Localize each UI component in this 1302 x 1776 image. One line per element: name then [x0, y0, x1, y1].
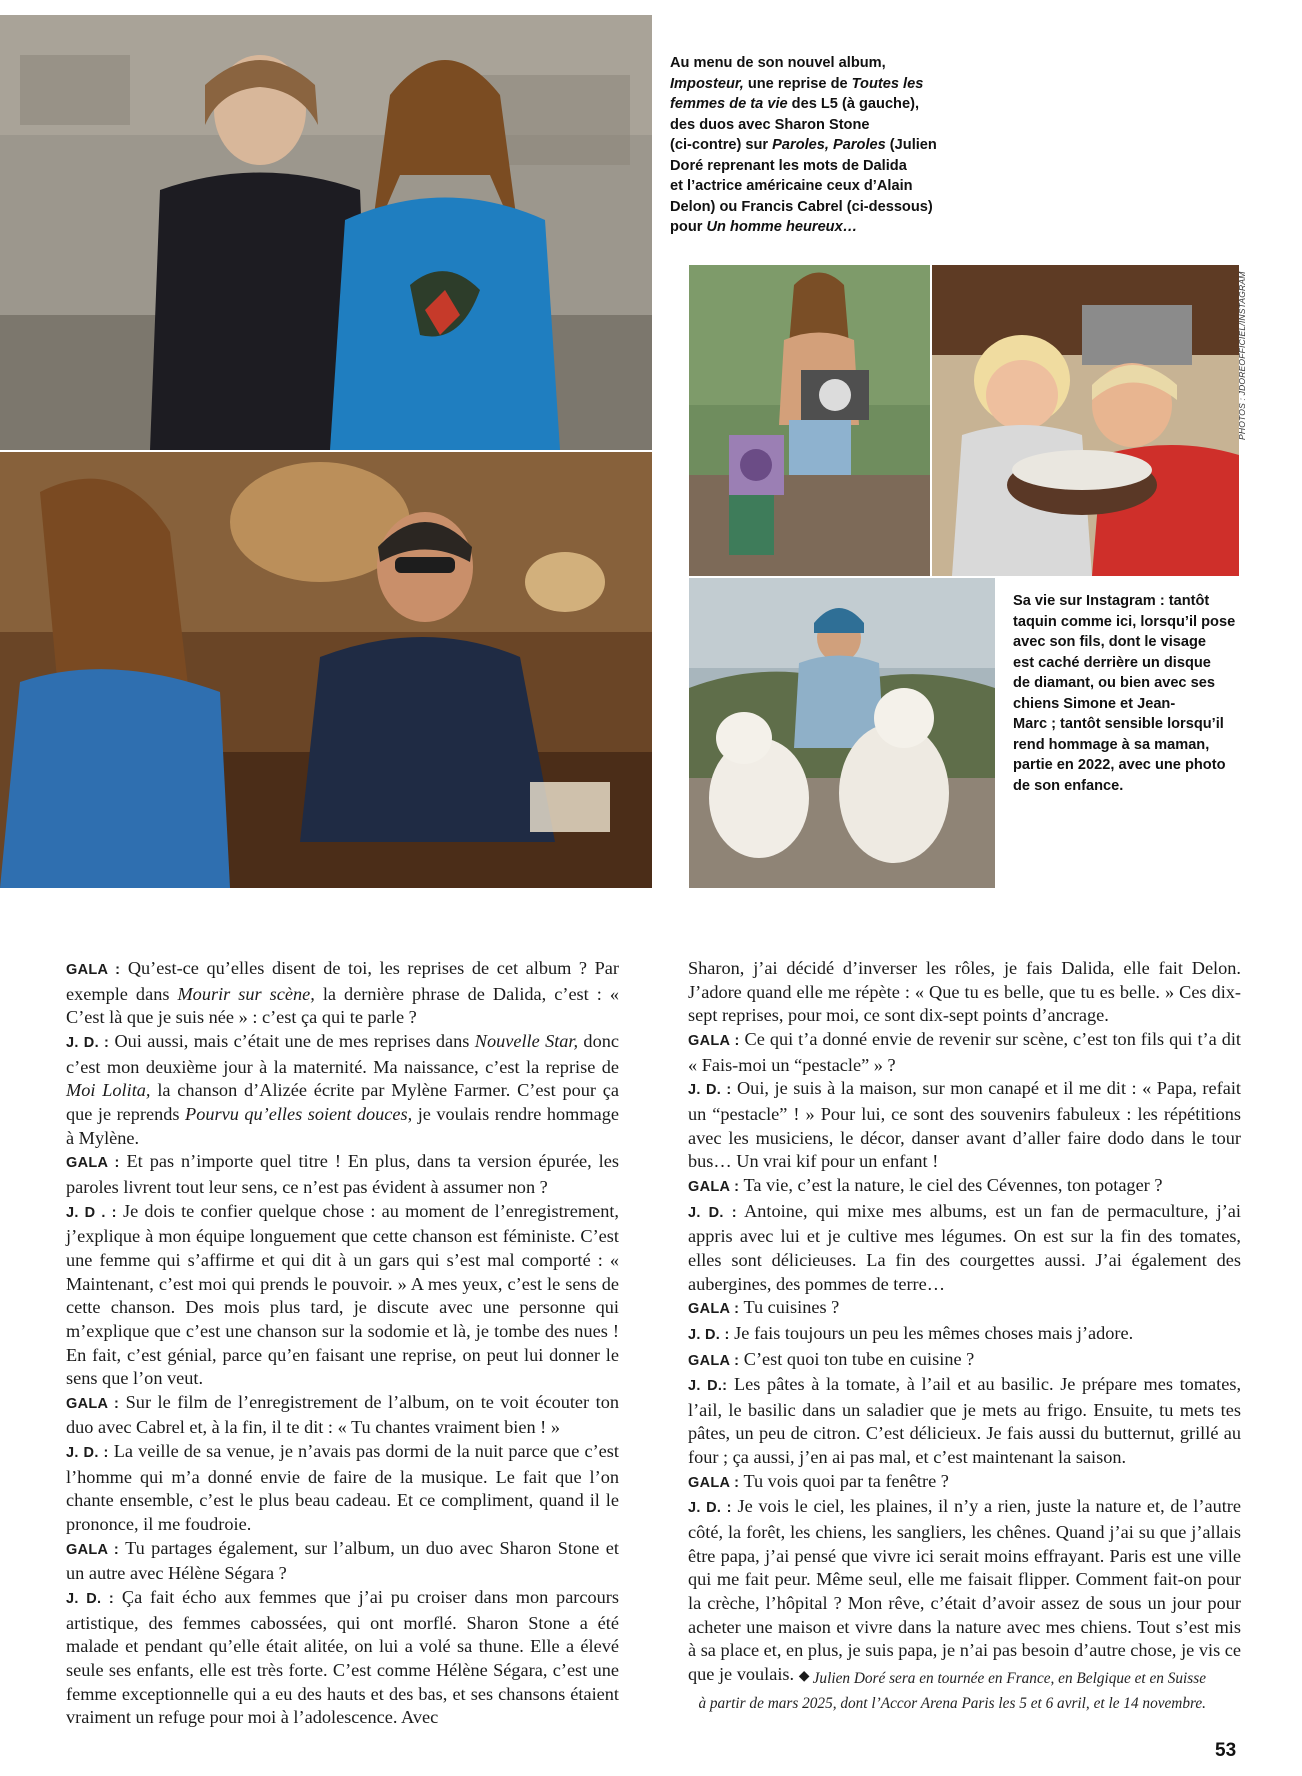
question — [688, 1174, 1241, 1200]
photo-son-illustration — [689, 265, 930, 576]
text: Je vois le ciel, les plaines, il n’y a rien, juste la nature et, de l’autre côté, la forêt, les chiens, les sangliers, les chênes. Quand j’ai su que j’allais être papa, j’ai pensé que vivre ici serait moins effrayant. Paris est une ville qui me fait peur. Même seul, elle me faisait flipper. Comment fait-on pour la crèche, l’hôpital ? Mon rêve, c’était d’avoir assez de sous un jour pour acheter une maison et vivre dans la nature avec mes chiens. Tout s’est mis à sa place et, en plus, je suis papa, je n’ai pas besoin d’autre chose, je vis ce que je voulais. — [688, 1496, 1241, 1685]
caption-line: Sa vie sur Instagram : tantôt — [1013, 593, 1210, 609]
answer-continued — [688, 957, 1241, 1028]
text: Sur le film de l’enregistrement de l’album, on te voit écouter ton duo avec Cabrel et, à la fin, il te dit : « Tu chantes vraiment bien ! » — [66, 1391, 620, 1438]
instagram-caption — [1013, 591, 1239, 796]
caption-text: une reprise de — [743, 75, 852, 92]
song-title: Mourir sur scène, — [177, 983, 315, 1004]
caption-line — [670, 74, 970, 95]
song-title: femmes de ta vie — [670, 96, 788, 112]
caption-line — [670, 94, 970, 115]
speaker-gala: GALA : — [66, 1395, 120, 1412]
text: Tu vois quoi par ta fenêtre ? — [739, 1470, 949, 1491]
text: Les pâtes à la tomate, à l’ail et au basilic. Je prépare mes tomates, l’ail, le basilic dans un saladier que je mets au frigo. Ensuite, tu mets tes pâtes, un peu de citron. C’est délicieux. Je fais aussi du butternut, grillé au four ; ça aussi, j’en ai pas mal, et c’est maintenant la saison. — [688, 1374, 1242, 1468]
text: donc c’est mon deuxième jour à la maternité. Ma naissance, c’est la reprise de — [66, 1030, 619, 1077]
text: C’est quoi ton tube en cuisine ? — [739, 1348, 975, 1369]
speaker-gala: GALA : — [688, 1032, 740, 1049]
question — [688, 1296, 1241, 1322]
caption-line: taquin comme ici, lorsqu’il pose — [1013, 613, 1236, 630]
text: je voulais rendre hommage à Mylène. — [66, 1103, 619, 1148]
text: la chanson d’Alizée écrite par Mylène Farmer. C’est pour ça que je reprends — [66, 1080, 620, 1124]
end-of-article-icon: ◆ — [798, 1669, 810, 1685]
question — [66, 957, 619, 1030]
photo-credit: PHOTOS : JDOREOFFICIEL/INSTAGRAM — [1237, 271, 1247, 440]
photo-julien-dore-with-l5 — [0, 15, 652, 450]
song-title: Moi Lolita, — [66, 1080, 151, 1101]
song-title: Un homme heureux… — [706, 219, 858, 235]
song-title: Paroles, Paroles — [772, 137, 886, 153]
answer — [688, 1495, 1241, 1688]
song-title: Toutes les — [851, 75, 924, 92]
caption-text: (Julien — [885, 137, 937, 153]
speaker-jd: J. D . : — [66, 1204, 117, 1221]
caption-line: des duos avec Sharon Stone — [670, 116, 870, 133]
speaker-jd: J. D. : — [66, 1591, 115, 1608]
caption-line: partie en 2022, avec une photo — [1013, 757, 1226, 773]
speaker-gala: GALA : — [688, 1352, 740, 1369]
caption-line: Delon) ou Francis Cabrel (ci-dessous) — [670, 198, 933, 215]
photo-dogs-illustration — [689, 578, 995, 888]
answer — [688, 1322, 1241, 1348]
photo-instagram-son-diamond-disc — [689, 265, 930, 576]
photo-instagram-childhood-with-mother — [932, 265, 1239, 576]
question — [688, 1028, 1241, 1077]
speaker-jd: J. D. : — [66, 1445, 109, 1462]
speaker-jd: J. D. : — [688, 1500, 732, 1517]
text: La veille de sa venue, je n’avais pas dormi de la nuit parce que c’est l’homme qui m’a donné envie de faire de la musique. Le fait que l’on chante ensemble, c’est le plus beau cadeau. Et ce compliment, quand il le prononce, il me foudroie. — [66, 1441, 619, 1535]
speaker-gala: GALA : — [66, 1155, 120, 1172]
answer — [66, 1030, 619, 1150]
text: Ça fait écho aux femmes que j’ai pu croiser dans mon parcours artistique, des femmes cabossées, qui ont morflé. Sharon Stone a été malade et pendant qu’elle était alitée, on lui a volé sa thune. Elle a élevé seule ses enfants, elle est très forte. C’est comme Hélène Ségara, c’est une femme exceptionnelle qui a eu des hauts et des bas, et ses chansons étaient vraiment un refuge pour moi à l’adolescence. Avec — [66, 1587, 619, 1728]
question — [66, 1537, 619, 1586]
question — [66, 1391, 619, 1440]
song-title: Pourvu qu’elles soient douces, — [185, 1103, 413, 1124]
answer — [66, 1200, 619, 1391]
caption-line: rend hommage à sa maman, — [1013, 736, 1210, 753]
page-number: 53 — [1215, 1740, 1237, 1761]
tour-footnote-line-1: Julien Doré sera en tournée en France, en Belgique et en Suisse — [812, 1670, 1206, 1687]
text: Sharon, j’ai décidé d’inverser les rôles, je fais Dalida, elle fait Delon. J’adore quand elle me répète : « Que tu es belle, que tu es belle. » Ces dix-sept reprises, pour moi, ce sont dix-sept points d’ancrage. — [688, 958, 1241, 1026]
caption-line: de son enfance. — [1013, 777, 1124, 794]
answer — [688, 1200, 1241, 1297]
speaker-jd: J. D. : — [688, 1082, 732, 1099]
caption-line: Au menu de son nouvel album, — [670, 55, 886, 71]
caption-line — [670, 135, 970, 156]
speaker-gala: GALA : — [66, 962, 121, 978]
caption-line: de diamant, ou bien avec ses — [1013, 675, 1215, 691]
text: Oui, je suis à la maison, sur mon canapé et il me dit : « Papa, refait un “pestacle” ! » Pour lui, ce sont des souvenirs fabuleux : les répétitions avec les musiciens, le décor, danser avant d’aller faire dodo dans le tour bus… Un vrai kif pour un enfant ! — [688, 1078, 1241, 1172]
photo-cabrel-illustration — [0, 452, 652, 888]
speaker-gala: GALA : — [688, 1301, 740, 1318]
photo-childhood-illustration — [932, 265, 1239, 576]
text: Ce qui t’a donné envie de revenir sur scène, c’est ton fils qui t’a dit « Fais-moi un “pestacle” » ? — [688, 1028, 1241, 1075]
text: Tu cuisines ? — [739, 1297, 840, 1318]
caption-line: est caché derrière un disque — [1013, 654, 1211, 671]
text: Qu’est-ce qu’elles disent de toi, les reprises de cet album ? Par exemple dans — [66, 958, 619, 1004]
text: la dernière phrase de Dalida, c’est : « C’est là que je suis née » : c’est ça qui te parle ? — [66, 983, 619, 1028]
speaker-jd: J. D.: — [688, 1378, 728, 1395]
photo-l5-illustration — [0, 15, 652, 450]
album-title: Imposteur, — [670, 75, 744, 92]
caption-line: chiens Simone et Jean- — [1013, 695, 1176, 712]
speaker-jd: J. D. : — [66, 1034, 110, 1051]
show-title: Nouvelle Star, — [474, 1030, 579, 1051]
speaker-gala: GALA : — [66, 1541, 120, 1558]
photo-instagram-dogs-simone-jean-marc — [689, 578, 995, 888]
question — [66, 1150, 619, 1199]
answer — [66, 1440, 619, 1537]
text: Je fais toujours un peu les mêmes choses mais j’adore. — [729, 1322, 1134, 1343]
caption-line — [670, 217, 970, 238]
speaker-gala: GALA : — [688, 1178, 740, 1195]
caption-text: des L5 (à gauche), — [787, 96, 920, 112]
answer — [688, 1077, 1241, 1174]
text: Et pas n’importe quel titre ! En plus, dans ta version épurée, les paroles livrent tout leur sens, ce n’est pas évident à assumer non ? — [66, 1151, 619, 1197]
caption-line: et l’actrice américaine ceux d’Alain — [670, 178, 913, 194]
text: Ta vie, c’est la nature, le ciel des Cévennes, ton potager ? — [739, 1174, 1163, 1195]
caption-text: pour — [670, 219, 707, 235]
album-caption — [670, 53, 970, 238]
text: Antoine, qui mixe mes albums, est un fan de permaculture, j’ai appris avec lui et je cultive mes légumes. On est sur la fin des tomates, elles sont délicieuses. La fin des courgettes aussi. J’ai également des aubergines, des pommes de terre… — [688, 1200, 1241, 1294]
interview-column-right — [688, 957, 1241, 1689]
question — [688, 1470, 1241, 1496]
speaker-jd: J. D. : — [688, 1204, 737, 1221]
caption-line: avec son fils, dont le visage — [1013, 634, 1207, 650]
photo-francis-cabrel-studio — [0, 452, 652, 888]
text: Tu partages également, sur l’album, un duo avec Sharon Stone et un autre avec Hélène Ségara ? — [66, 1537, 619, 1584]
caption-text: (ci-contre) sur — [670, 137, 773, 153]
tour-footnote-line-2: à partir de mars 2025, dont l’Accor Arena Paris les 5 et 6 avril, et le 14 novembre. — [698, 1695, 1206, 1712]
question — [688, 1348, 1241, 1374]
text: Oui aussi, mais c’était une de mes reprises dans — [109, 1030, 475, 1051]
caption-line: Marc ; tantôt sensible lorsqu’il — [1013, 716, 1224, 732]
text: Je dois te confier quelque chose : au moment de l’enregistrement, j’explique à mon équipe longuement que cette chanson est féministe. C’est une femme qui s’affirme et qui dit à un gars qui s’est mal comporté : « Maintenant, c’est moi qui prends le pouvoir. » A mes yeux, c’est le sens de cette chanson. Des mois plus tard, je discute avec une personne qui m’explique que c’est une chanson sur la sodomie et là, je tombe des nues ! En fait, c’est génial, parce qu’en faisant une reprise, on peut lui donner le sens que l’on veut. — [66, 1200, 619, 1389]
speaker-gala: GALA : — [688, 1474, 740, 1491]
interview-column-left — [66, 957, 619, 1730]
answer — [688, 1373, 1241, 1470]
answer — [66, 1586, 619, 1730]
caption-line: Doré reprenant les mots de Dalida — [670, 157, 907, 174]
speaker-jd: J. D. : — [688, 1326, 730, 1343]
